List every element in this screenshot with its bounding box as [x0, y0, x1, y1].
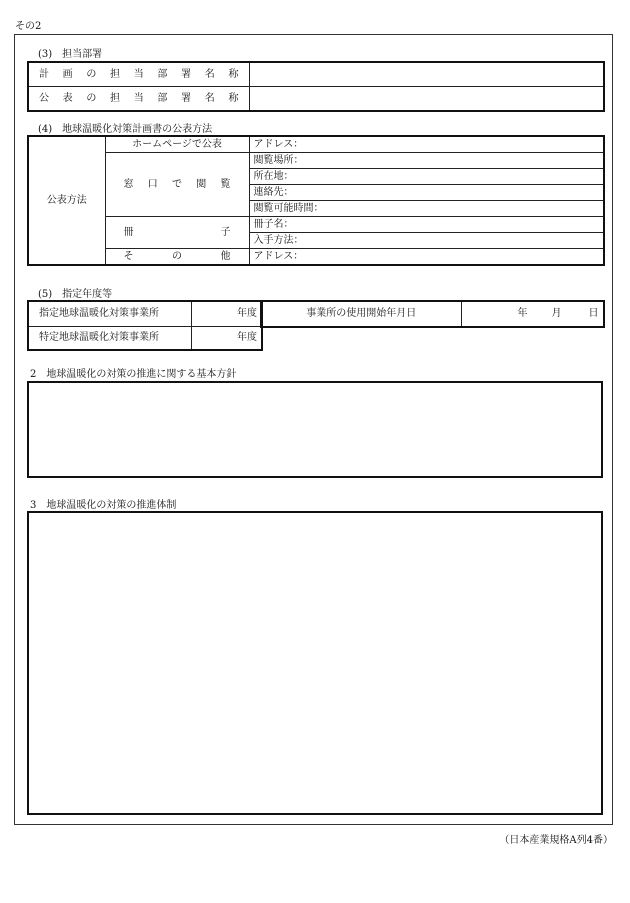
basic-policy-heading: 2 地球温暖化の対策の推進に関する基本方針: [30, 369, 237, 380]
publication-department-label: 公表の担当部署名称: [28, 87, 249, 112]
section-5-heading: (5) 指定年度等: [38, 289, 113, 300]
section-3-heading: (3) 担当部署: [38, 49, 103, 60]
table-row: [28, 327, 262, 351]
publication-method-group-label: 公表方法: [28, 136, 105, 265]
page-label: その2: [15, 21, 42, 32]
table-row: [28, 153, 604, 169]
table-row: [261, 301, 604, 327]
window-contact-field[interactable]: 連絡先：: [249, 185, 604, 201]
table-row: [28, 249, 604, 266]
department-table: [27, 61, 605, 112]
start-date-label: 事業所の使用開始年月日: [261, 301, 461, 327]
window-hours-field[interactable]: 閲覧可能時間：: [249, 201, 604, 217]
start-date-field[interactable]: [461, 301, 604, 327]
specified-year-field[interactable]: 年度: [191, 327, 262, 351]
table-row: [28, 136, 604, 153]
publication-method-table: [27, 135, 605, 266]
other-address-field[interactable]: アドレス：: [249, 249, 604, 266]
plan-department-label: 計画の担当部署名称: [28, 62, 249, 87]
window-address-field[interactable]: 所在地：: [249, 169, 604, 185]
section-4-heading: (4) 地球温暖化対策計画書の公表方法: [38, 124, 213, 135]
start-date-year-unit: 年: [517, 308, 528, 319]
plan-department-field[interactable]: [249, 62, 604, 87]
start-date-month-unit: 月: [551, 308, 562, 319]
booklet-name-field[interactable]: 冊子名：: [249, 217, 604, 233]
start-date-table: [260, 300, 605, 328]
publication-department-field[interactable]: [249, 87, 604, 112]
table-row: [28, 62, 604, 87]
designated-year-field[interactable]: 年度: [191, 301, 262, 327]
method-window-label: 窓口で閲覧: [105, 153, 249, 217]
method-homepage-label: ホームページで公表: [105, 136, 249, 153]
method-other-label: その他: [105, 249, 249, 266]
designated-office-label: 指定地球温暖化対策事業所: [28, 301, 191, 327]
promotion-system-heading: 3 地球温暖化の対策の推進体制: [30, 500, 177, 511]
promotion-system-textarea[interactable]: [27, 511, 603, 815]
specified-office-label: 特定地球温暖化対策事業所: [28, 327, 191, 351]
basic-policy-textarea[interactable]: [27, 381, 603, 478]
table-row: [28, 217, 604, 233]
designated-year-table: [27, 300, 263, 351]
booklet-acquisition-field[interactable]: 入手方法：: [249, 233, 604, 249]
homepage-address-field[interactable]: アドレス：: [249, 136, 604, 153]
method-booklet-label: 冊子: [105, 217, 249, 249]
table-row: [28, 301, 262, 327]
window-location-field[interactable]: 閲覧場所：: [249, 153, 604, 169]
start-date-day-unit: 日: [588, 308, 599, 319]
paper-size-note: （日本産業規格A列4番）: [499, 835, 613, 846]
table-row: [28, 87, 604, 112]
